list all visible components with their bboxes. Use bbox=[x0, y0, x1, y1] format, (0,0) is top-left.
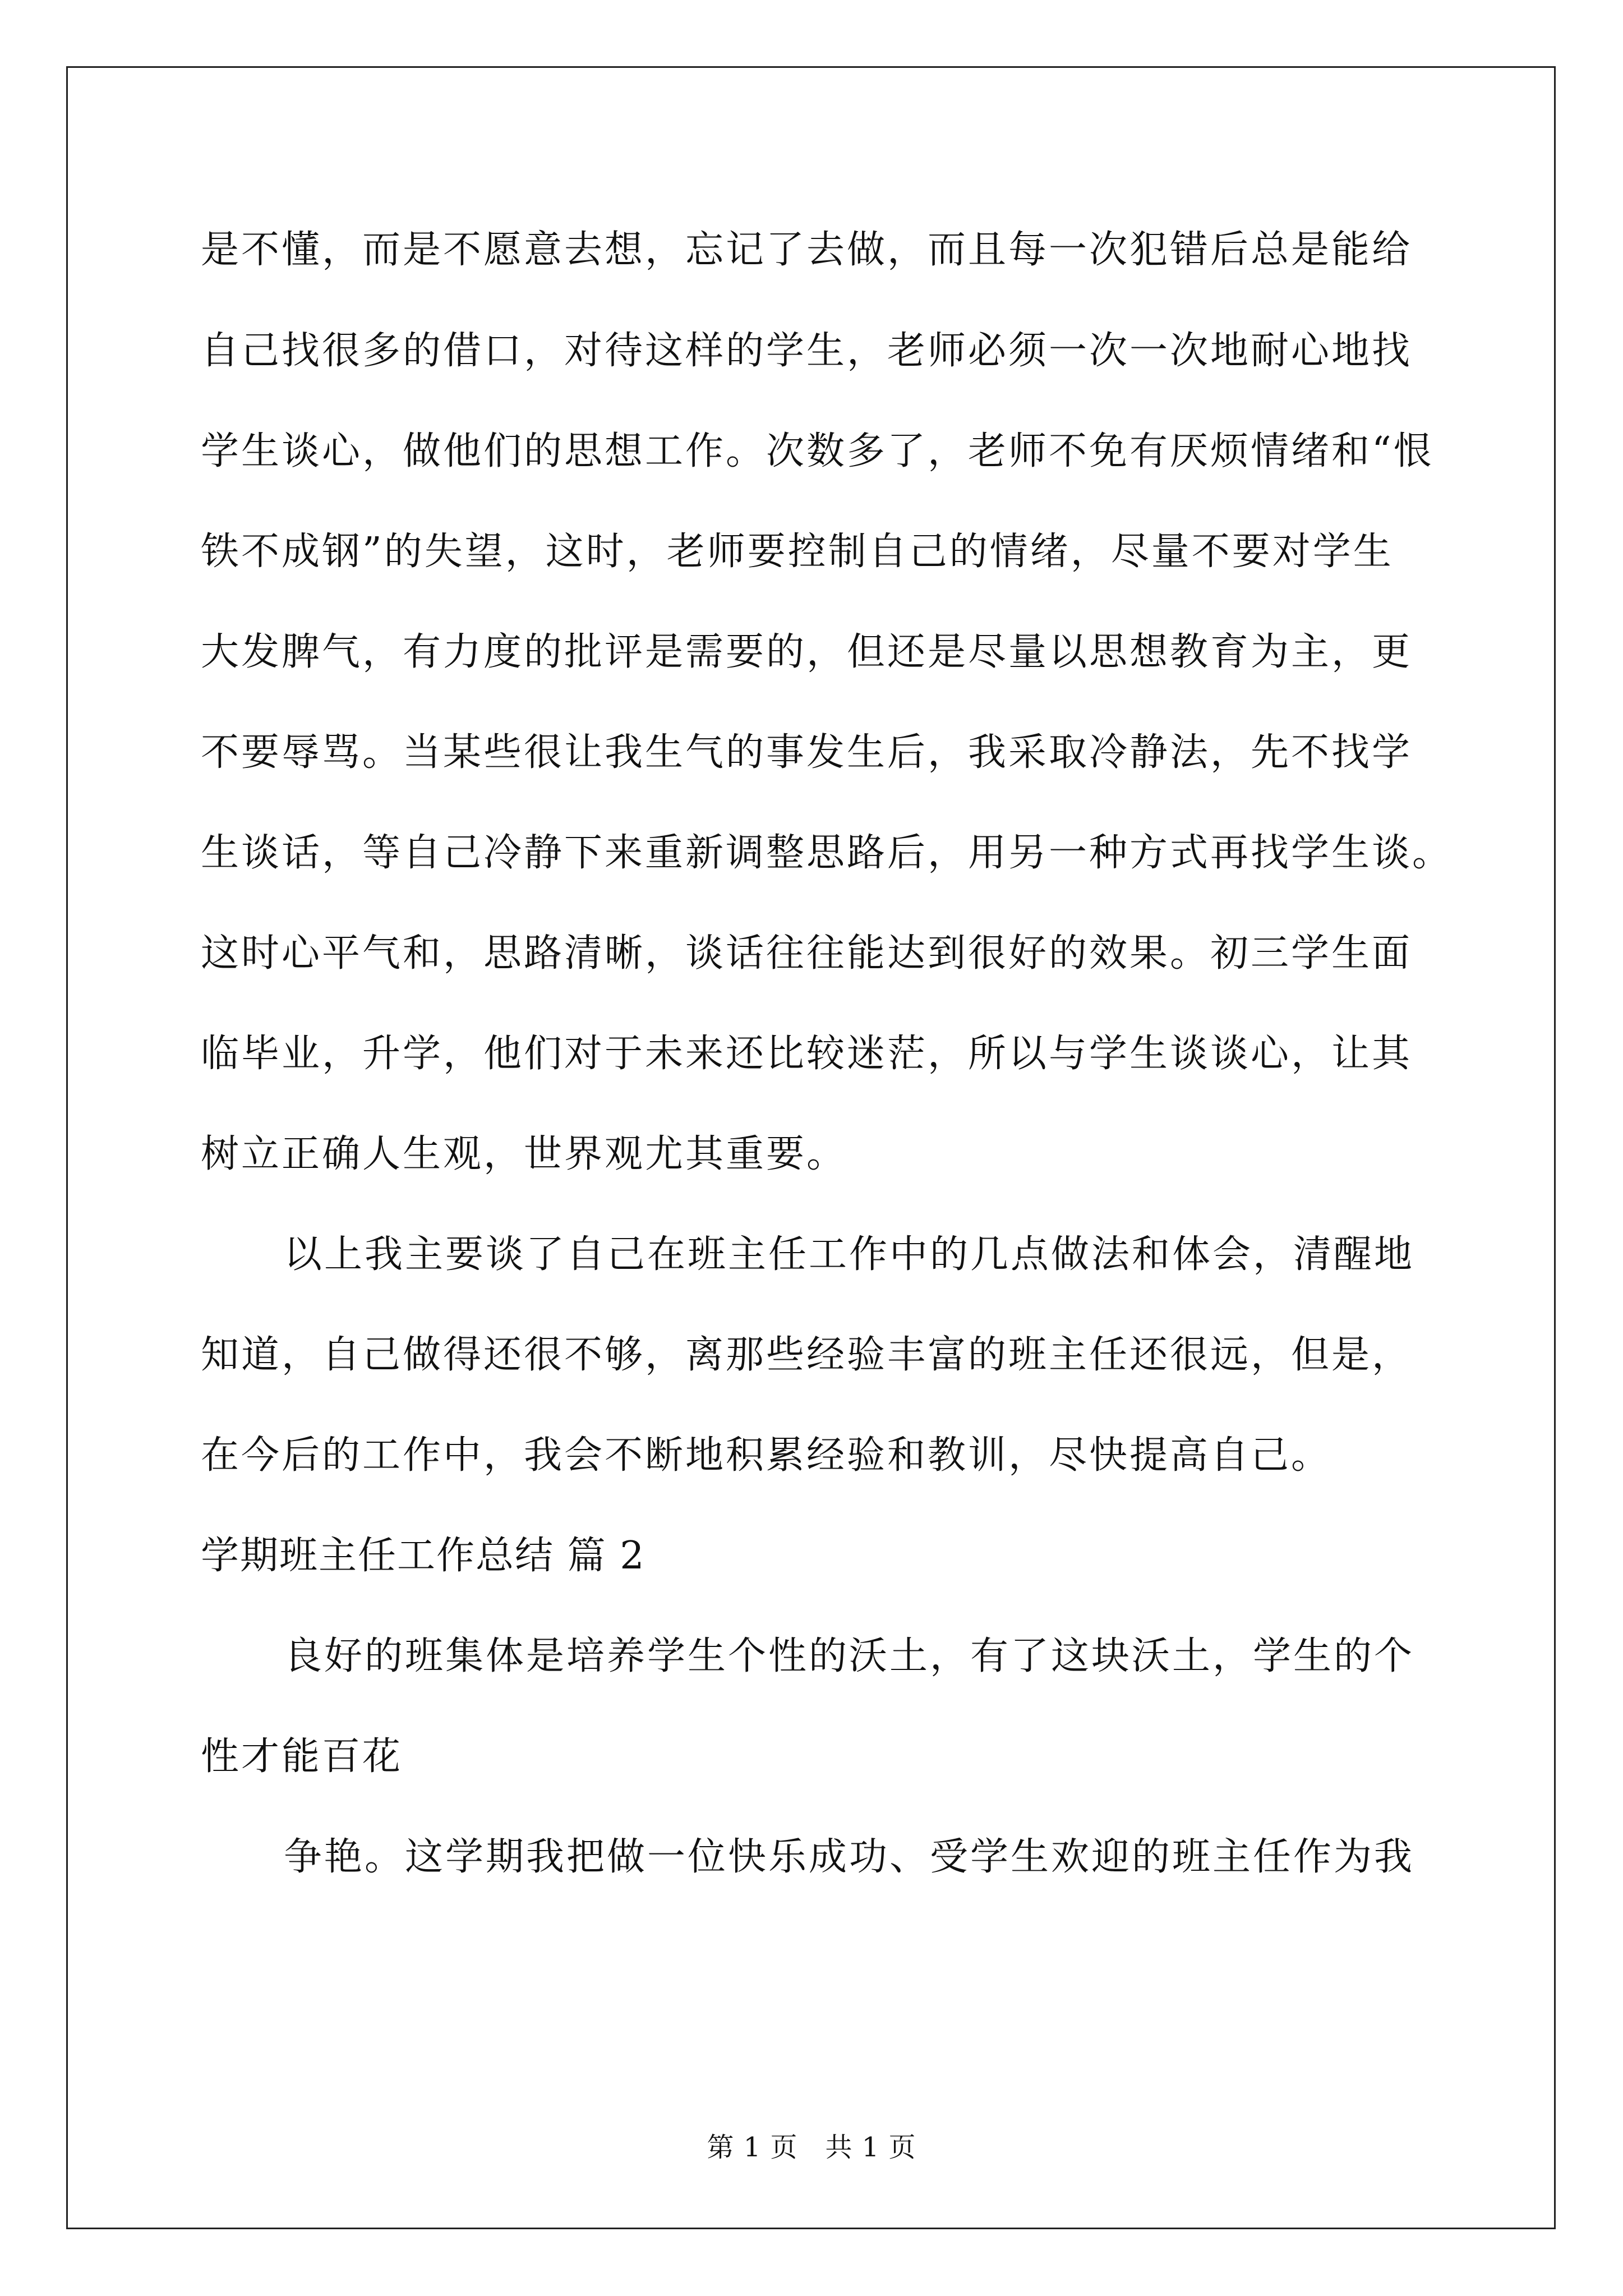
section-heading: 学期班主任工作总结 篇 2 bbox=[201, 1534, 645, 1578]
paragraph-2-line-2: 知道，自己做得还很不够，离那些经验丰富的班主任还很远，但是， bbox=[201, 1333, 1413, 1377]
paragraph-1-line-8: 这时心平气和，思路清晰，谈话往往能达到很好的效果。初三学生面 bbox=[201, 931, 1413, 976]
paragraph-2-line-1: 以上我主要谈了自己在班主任工作中的几点做法和体会，清醒地 bbox=[284, 1232, 1415, 1277]
paragraph-1-line-6: 不要辱骂。当某些很让我生气的事发生后，我采取冷静法，先不找学 bbox=[201, 730, 1413, 775]
paragraph-1-line-10: 树立正确人生观，世界观尤其重要。 bbox=[201, 1132, 847, 1176]
paragraph-1-line-2: 自己找很多的借口，对待这样的学生，老师必须一次一次地耐心地找 bbox=[201, 329, 1413, 373]
paragraph-3-line-1: 良好的班集体是培养学生个性的沃土，有了这块沃土，学生的个 bbox=[284, 1634, 1415, 1678]
paragraph-1-line-4: 铁不成钢”的失望，这时，老师要控制自己的情绪，尽量不要对学生 bbox=[201, 530, 1394, 574]
page-indicator: 第 1 页 共 1 页 bbox=[707, 2132, 916, 2163]
paragraph-1-line-1: 是不懂，而是不愿意去想，忘记了去做，而且每一次犯错后总是能给 bbox=[201, 228, 1413, 272]
paragraph-1-line-3: 学生谈心，做他们的思想工作。次数多了，老师不免有厌烦情绪和“恨 bbox=[201, 429, 1434, 473]
paragraph-2-line-3: 在今后的工作中，我会不断地积累经验和教训，尽快提高自己。 bbox=[201, 1433, 1332, 1478]
paragraph-1-line-5: 大发脾气，有力度的批评是需要的，但还是尽量以思想教育为主，更 bbox=[201, 630, 1413, 674]
paragraph-1-line-7: 生谈话，等自己冷静下来重新调整思路后，用另一种方式再找学生谈。 bbox=[201, 831, 1453, 875]
paragraph-1-line-9: 临毕业，升学，他们对于未来还比较迷茫，所以与学生谈谈心，让其 bbox=[201, 1032, 1413, 1076]
paragraph-3-line-2: 性才能百花 bbox=[201, 1734, 403, 1779]
paragraph-4-line-1: 争艳。这学期我把做一位快乐成功、受学生欢迎的班主任作为我 bbox=[284, 1835, 1415, 1879]
